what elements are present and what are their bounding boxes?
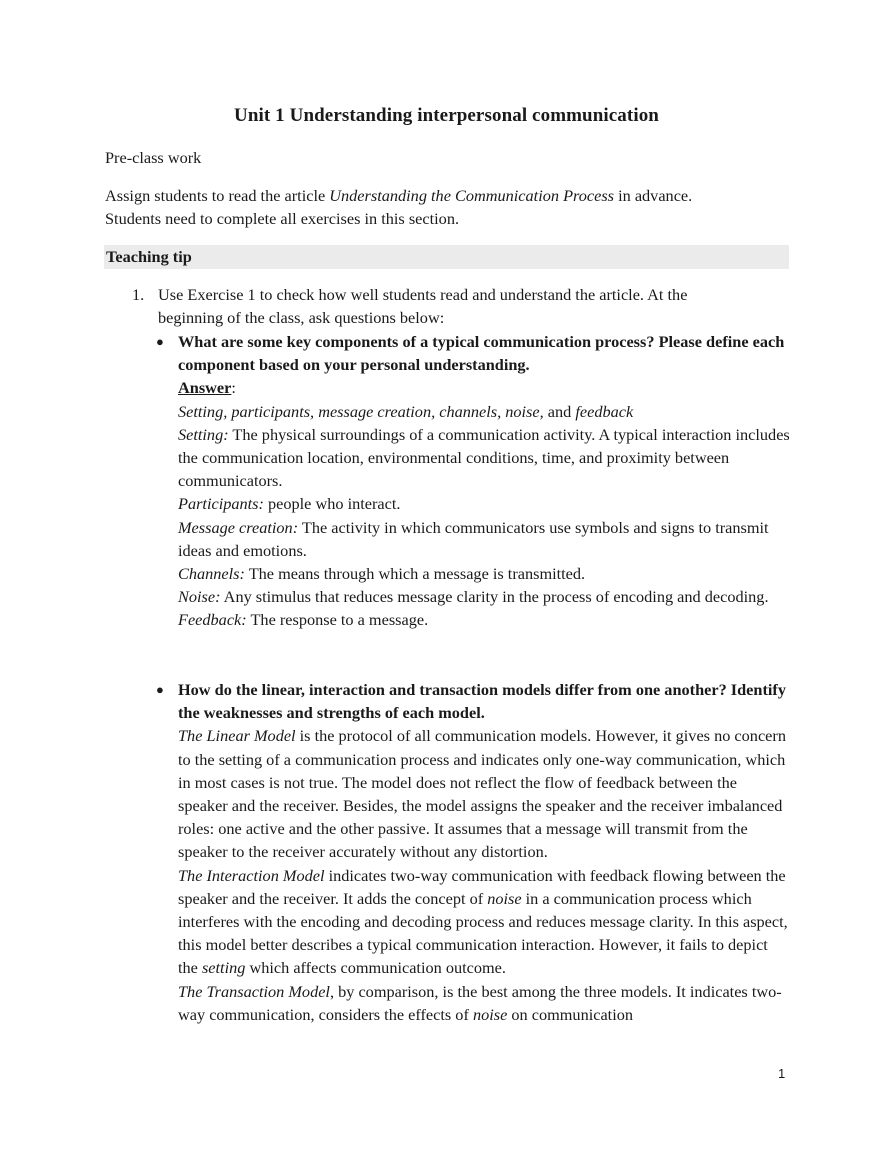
question-1-block bbox=[178, 330, 790, 632]
article-title: Understanding the Communication Process bbox=[329, 186, 615, 205]
assign-paragraph-line2: Students need to complete all exercises in this section. bbox=[105, 209, 460, 228]
definition-term: Setting: bbox=[178, 424, 229, 444]
pre-class-heading: Pre-class work bbox=[105, 148, 202, 167]
components-and: and bbox=[543, 401, 576, 421]
teaching-tip-label: Teaching tip bbox=[106, 247, 192, 266]
components-list: Setting, participants, message creation, channels, noise, bbox=[178, 401, 544, 421]
definition-term: Message creation: bbox=[178, 517, 299, 537]
assign-text-before: Assign students to read the article bbox=[105, 186, 330, 205]
bullet-icon: ● bbox=[156, 334, 164, 349]
item-text-line1: Use Exercise 1 to check how well students read and understand the article. At the bbox=[158, 285, 688, 304]
question-2: How do the linear, interaction and transaction models differ from one another? Identify the weaknesses and strengths of each model. bbox=[178, 680, 786, 723]
definition-noise bbox=[178, 585, 790, 608]
interaction-model-term: The Interaction Model bbox=[178, 865, 325, 885]
transaction-model-text: , by comparison, is the best among the three models. It indicates two-way communication, considers the effects of bbox=[178, 981, 782, 1024]
definition-term: Noise: bbox=[178, 587, 221, 607]
question-1: What are some key components of a typical communication process? Please define each component based on your personal understanding. bbox=[178, 332, 785, 375]
transaction-noise-term: noise bbox=[472, 1004, 508, 1024]
definition-term: Feedback: bbox=[178, 610, 247, 630]
teaching-tip-bar bbox=[104, 245, 789, 269]
interaction-model-text: in a communication process which interferes with the encoding and decoding process and reduces message clarity. In this aspect, this model better describes a typical communication interaction. However, it fails to depict the bbox=[178, 888, 788, 978]
interaction-setting-term: setting bbox=[201, 958, 246, 978]
transaction-model-term: The Transaction Model bbox=[178, 981, 330, 1001]
assign-paragraph-line1 bbox=[105, 184, 692, 207]
definition-term: Channels: bbox=[178, 564, 245, 584]
transaction-model-text: on communication bbox=[507, 1004, 634, 1024]
list-number: 1. bbox=[132, 285, 145, 304]
linear-model-term: The Linear Model bbox=[178, 726, 296, 746]
bullet-icon: ● bbox=[156, 682, 164, 697]
definition-setting bbox=[178, 423, 790, 493]
answer-heading bbox=[178, 376, 790, 399]
definition-text: The response to a message. bbox=[246, 610, 429, 630]
definition-term: Participants: bbox=[178, 494, 264, 514]
interaction-model-text: indicates two-way communication with feedback flowing between the speaker and the receiver. It adds the concept of bbox=[178, 865, 786, 908]
page-title: Unit 1 Understanding interpersonal communication bbox=[234, 105, 659, 126]
answer-colon: : bbox=[231, 378, 236, 398]
definition-text: Any stimulus that reduces message clarity in the process of encoding and decoding. bbox=[220, 587, 769, 607]
definition-text: The means through which a message is transmitted. bbox=[244, 564, 586, 584]
interaction-model-text: which affects communication outcome. bbox=[245, 958, 506, 978]
interaction-noise-term: noise bbox=[487, 888, 522, 908]
definition-text: The physical surroundings of a communication activity. A typical interaction includes the communication location, environmental conditions, time, and proximity between communicators. bbox=[178, 424, 790, 491]
definition-feedback bbox=[178, 608, 790, 631]
question-2-block bbox=[178, 678, 790, 1026]
interaction-model-paragraph bbox=[178, 864, 790, 980]
definition-participants bbox=[178, 492, 790, 515]
definition-message-creation bbox=[178, 516, 790, 562]
definition-channels bbox=[178, 562, 790, 585]
definition-text: people who interact. bbox=[263, 494, 401, 514]
components-last: feedback bbox=[575, 401, 634, 421]
components-line bbox=[178, 400, 790, 423]
definition-text: The activity in which communicators use symbols and signs to transmit ideas and emotions. bbox=[178, 517, 769, 560]
transaction-model-paragraph bbox=[178, 980, 790, 1026]
item-text-line2: beginning of the class, ask questions below: bbox=[158, 308, 445, 327]
assign-text-after: in advance. bbox=[614, 186, 693, 205]
linear-model-text: is the protocol of all communication models. However, it gives no concern to the setting of a communication process and indicates only one-way communication, which in most cases is not true. The model does not reflect the flow of feedback between the speaker and the receiver. Besides, the model assigns the speaker and the receiver imbalanced roles: one active and the other passive. It assumes that a message will transmit from the speaker to the receiver accurately without any distortion. bbox=[178, 726, 786, 862]
linear-model-paragraph bbox=[178, 724, 790, 863]
page-number: 1 bbox=[778, 1066, 786, 1081]
answer-label: Answer bbox=[178, 378, 232, 398]
